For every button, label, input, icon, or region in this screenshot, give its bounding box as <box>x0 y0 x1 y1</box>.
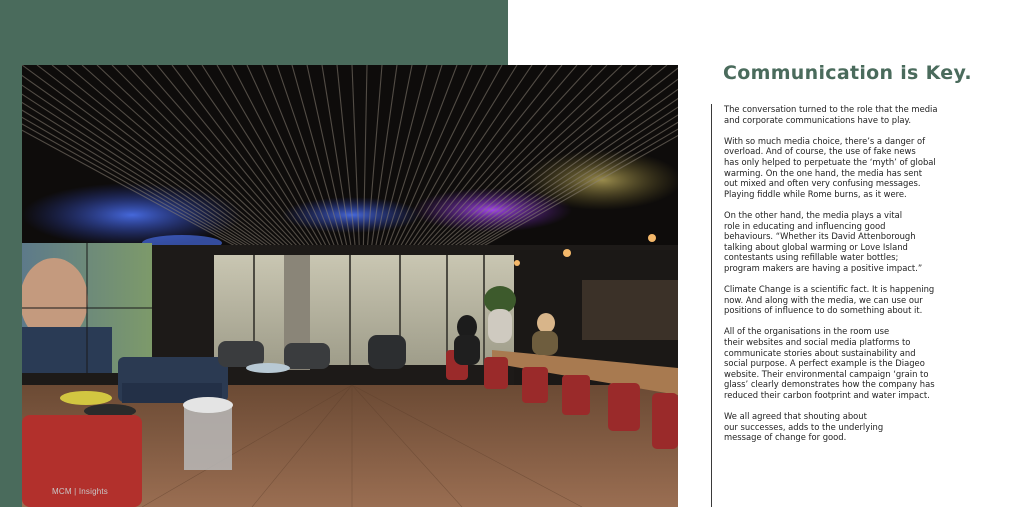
meeting-room-photo <box>22 65 678 507</box>
photo-credit: MCM | Insights <box>52 487 108 496</box>
article-body <box>724 104 994 454</box>
page-heading: Communication is Key. <box>723 62 972 84</box>
paragraph-2: With so much media choice, there’s a danger of overload. And of course, the use of fake news has only helped to perpetuate the ‘myth’ of global warming. On the one hand, the media has sent out mixed and often very confusing messages. Playing fiddle while Rome burns, as it were. <box>724 135 936 199</box>
vertical-rule <box>711 104 712 507</box>
paragraph-4: Climate Change is a scientific fact. It is happening now. And along with the media, we can use our positions of influence to do something about it. <box>724 284 935 316</box>
paragraph-3: On the other hand, the media plays a vital role in educating and influencing good behaviours. “Whether its David Attenborough talking about global warming or Love Island contestants using refillable water bottles; program makers are having a positive impact.” <box>724 209 923 273</box>
paragraph-5: All of the organisations in the room use their websites and social media platforms to communicate stories about sustainability and social purpose. A perfect example is the Diageo website. Their environmental campaign ‘grain to glass’ clearly demonstrates how the company has reduced their carbon footprint and water impact. <box>724 326 935 401</box>
paragraph-6: We all agreed that shouting about our successes, adds to the underlying message of change for good. <box>724 411 884 443</box>
paragraph-1: The conversation turned to the role that the media and corporate communications have to play. <box>724 104 938 125</box>
